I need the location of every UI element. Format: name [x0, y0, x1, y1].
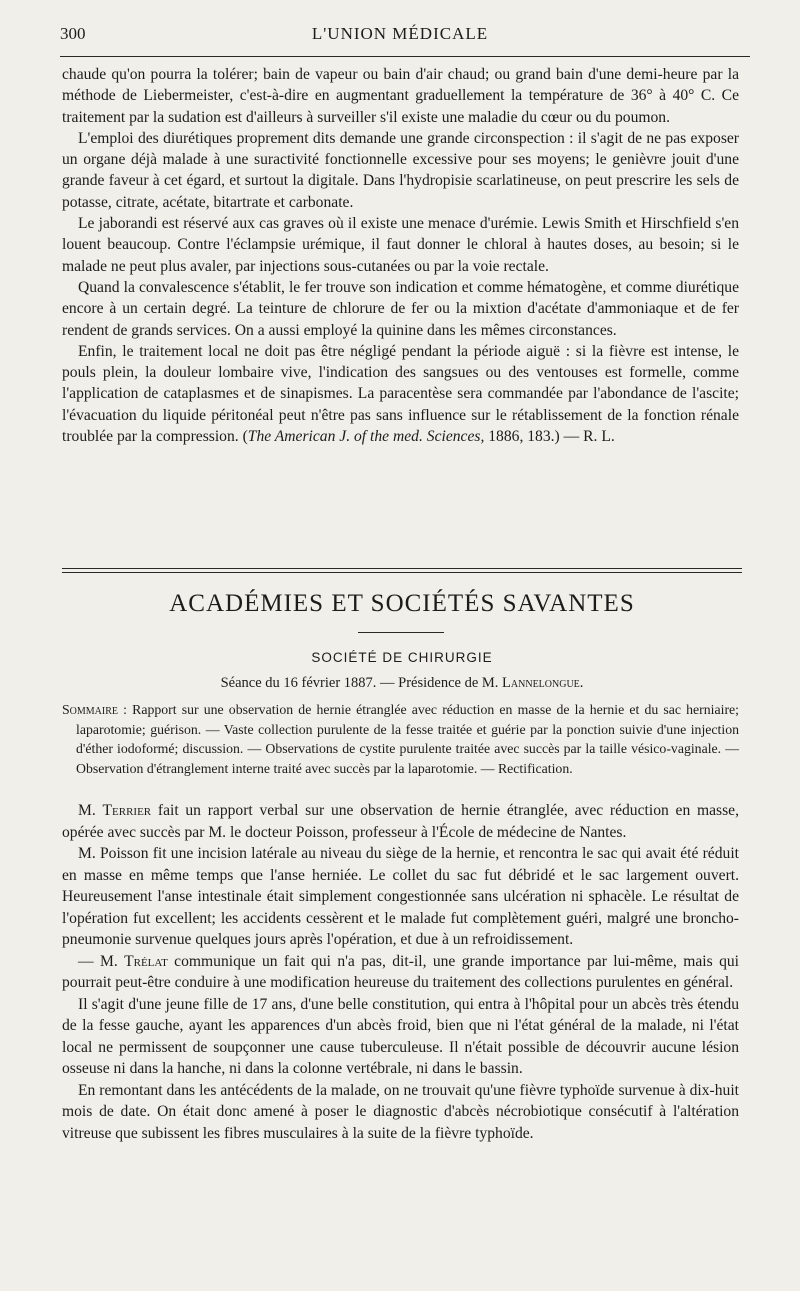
summary-text [62, 700, 739, 778]
summary-body: : Rapport sur une observation de hernie étranglée avec réduction en masse de la hernie et du sac herniaire; laparotomie; guérison. — Vaste collection purulente de la fesse traitée et guérie par la ponction suivie d'une injection d'éther iodoformé; discussion. — Observations de cystite purulente traitée avec succès par la taille vésico-vaginale. — Observation d'étranglement interne traité avec succès par la laparotomie. — Rectification. [76, 702, 739, 776]
paragraph: Quand la convalescence s'établit, le fer trouve son indication et comme hématogène, et comme diurétique encore à un certain degré. La teinture de chlorure de fer ou la mixtion d'acétate d'ammoniaque et de fer rendent de grands services. On a aussi employé la quinine dans les mêmes circonstances. [62, 278, 739, 339]
paragraph: chaude qu'on pourra la tolérer; bain de vapeur ou bain d'air chaud; ou grand bain d'une demi-heure par la méthode de Liebermeister, c'est-à-dire en augmentant graduellement la température de 36° à 40° C. Ce traitement par la sudation est d'ailleurs à surveiller s'il existe une maladie du cœur ou du poumon. [62, 66, 739, 126]
citation-title: The American J. of the med. Sciences, [247, 428, 485, 446]
summary-block [62, 700, 739, 778]
president-name: Lannelongue [502, 675, 580, 691]
section-divider [62, 568, 742, 573]
page-number: 300 [60, 24, 86, 43]
section-title: ACADÉMIES ET SOCIÉTÉS SAVANTES [169, 590, 635, 617]
session-report [62, 800, 739, 1144]
society-heading: SOCIÉTÉ DE CHIRURGIE [311, 650, 493, 665]
paragraph-final [62, 341, 739, 447]
header-rule [60, 56, 750, 57]
title-underline [358, 632, 444, 633]
paragraph-text: fait un rapport verbal sur une observation de hernie étranglée, avec réduction en masse, opérée avec succès par M. le docteur Poisson, professeur à l'École de médecine de Nantes. [62, 802, 739, 841]
paragraph [62, 800, 739, 843]
speaker-name: Trélat [124, 952, 168, 970]
session-date: Séance du 16 février 1887. — Présidence de M. [220, 675, 503, 691]
paragraph-text: communique un fait qui n'a pas, dit-il, une grande importance par lui-même, mais qui pourrait peut-être conduire à une modification heureuse du traitement des collections purulentes en général. [62, 952, 739, 991]
citation-tail: 1886, 183.) — R. L. [484, 428, 615, 446]
session-end: . [579, 675, 584, 691]
article-continuation [62, 64, 739, 447]
paragraph: M. Poisson fit une incision latérale au niveau du siège de la hernie, et rencontra le sac qui avait été réduit en masse en même temps que l'anse herniée. Le collet du sac fut débridé et le sac largement ouvert. Heureusement l'anse intestinale était simplement congestionnée sans ulcération ni sphacèle. Le résultat de l'opération fut excellent; les accidents cessèrent et le malade fut complètement guéri, malgré une broncho-pneumonie survenue quelques jours après l'opération, et due à un refroidissement. [62, 845, 739, 948]
paragraph: Il s'agit d'une jeune fille de 17 ans, d'une belle constitution, qui entra à l'hôpital pour un abcès très étendu de la fesse gauche, ayant les apparences d'un abcès froid, bien que ni l'état général de la malade, ni l'état local ne permissent de soupçonner une cause tuberculeuse. Il n'était possible de découvrir aucune lésion osseuse ni dans la hanche, ni dans la colonne vertébrale, ni dans le bassin. [62, 995, 739, 1077]
running-title: L'UNION MÉDICALE [311, 24, 489, 43]
speaker-prefix: M. [78, 802, 103, 819]
summary-label: Sommaire [62, 702, 119, 717]
page-header [60, 20, 740, 54]
paragraph: L'emploi des diurétiques proprement dits demande une grande circonspection : il s'agit de ne pas exposer un organe déjà malade à une suractivité fonctionnelle excessive pour ses moyens; le genièvre jouit d'une grande faveur à cet égard, et surtout la digitale. Dans l'hydropisie scarlatineuse, on peut prescrire les sels de potasse, citrate, acétate, bitartrate et carbonate. [62, 129, 739, 211]
speaker-name: Terrier [102, 802, 152, 819]
paragraph-text: Enfin, le traitement local ne doit pas être négligé pendant la période aiguë : si la fièvre est intense, le pouls plein, la douleur lombaire vive, l'indication des sangsues ou des ventouses est formelle, comme l'application de cataplasmes et de sinapismes. La paracentèse sera commandée par l'abondance de l'ascite; l'évacuation du liquide péritonéal peut n'être pas sans influence sur le rétablissement de la fonction rénale troublée par la compression. ( [62, 342, 739, 446]
paragraph: Le jaborandi est réservé aux cas graves où il existe une menace d'urémie. Lewis Smith et Hirschfield s'en louent beaucoup. Contre l'éclampsie urémique, il faut donner le chloral à hautes doses, au besoin; si le malade ne peut plus avaler, par injections sous-cutanées ou par la voie rectale. [62, 215, 739, 275]
paragraph [62, 951, 739, 994]
speaker-prefix: — M. [78, 952, 125, 970]
paragraph: En remontant dans les antécédents de la malade, on ne trouvait qu'une fièvre typhoïde survenue à dix-huit mois de date. On était donc amené à poser le diagnostic d'abcès nécrobiotique consécutif à l'altération vitreuse que subissent les fibres musculaires à la suite de la fièvre typhoïde. [62, 1081, 739, 1142]
session-line [62, 675, 742, 692]
